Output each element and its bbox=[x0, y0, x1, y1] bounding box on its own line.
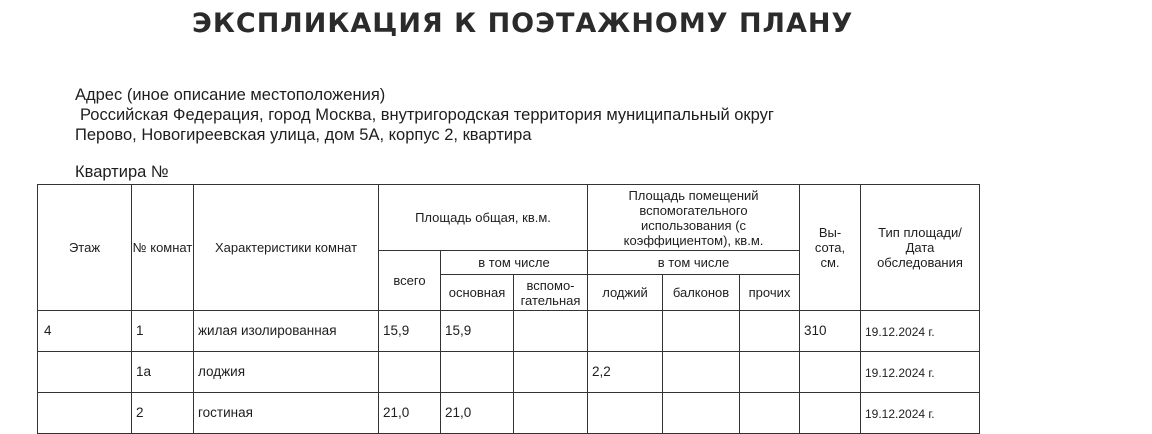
cell-total bbox=[379, 352, 441, 393]
header-including-aux: в том числе bbox=[588, 251, 800, 275]
header-total-area: Площадь общая, кв.м. bbox=[379, 185, 588, 251]
table-row bbox=[38, 311, 980, 352]
cell-floor bbox=[38, 393, 132, 434]
header-area-type-date: Тип площади/ Дата обследования bbox=[861, 185, 980, 311]
header-main: основная bbox=[441, 275, 514, 311]
cell-loggia: 2,2 bbox=[588, 352, 663, 393]
cell-balcony bbox=[663, 393, 740, 434]
cell-other bbox=[740, 352, 800, 393]
header-room-number: № комнат bbox=[132, 185, 194, 311]
cell-description: лоджия bbox=[194, 352, 379, 393]
cell-balcony bbox=[663, 311, 740, 352]
table-row bbox=[38, 393, 980, 434]
header-floor: Этаж bbox=[38, 185, 132, 311]
explication-table bbox=[37, 184, 980, 434]
cell-aux bbox=[514, 393, 588, 434]
header-height: Вы-сота, см. bbox=[800, 185, 861, 311]
header-aux-area: Площадь помещений вспомогательного использования (с коэффициентом), кв.м. bbox=[588, 185, 800, 251]
cell-date: 19.12.2024 г. bbox=[861, 393, 980, 434]
address-line-1: Российская Федерация, город Москва, внутригородская территория муниципальный округ bbox=[80, 106, 774, 124]
address-line-2: Перово, Новогиреевская улица, дом 5А, корпус 2, квартира bbox=[75, 126, 532, 144]
cell-description: жилая изолированная bbox=[194, 311, 379, 352]
cell-height bbox=[800, 393, 861, 434]
cell-room: 1а bbox=[132, 352, 194, 393]
cell-room: 2 bbox=[132, 393, 194, 434]
cell-date: 19.12.2024 г. bbox=[861, 311, 980, 352]
cell-floor: 4 bbox=[38, 311, 132, 352]
header-characteristics: Характеристики комнат bbox=[194, 185, 379, 311]
cell-total: 15,9 bbox=[379, 311, 441, 352]
cell-other bbox=[740, 311, 800, 352]
cell-main: 21,0 bbox=[441, 393, 514, 434]
cell-main bbox=[441, 352, 514, 393]
header-other: прочих bbox=[740, 275, 800, 311]
cell-height: 310 bbox=[800, 311, 861, 352]
cell-aux bbox=[514, 352, 588, 393]
cell-main: 15,9 bbox=[441, 311, 514, 352]
cell-loggia bbox=[588, 393, 663, 434]
address-label: Адрес (иное описание местоположения) bbox=[75, 86, 386, 104]
cell-total: 21,0 bbox=[379, 393, 441, 434]
document-title: ЭКСПЛИКАЦИЯ К ПОЭТАЖНОМУ ПЛАНУ bbox=[192, 8, 854, 39]
cell-date: 19.12.2024 г. bbox=[861, 352, 980, 393]
header-auxiliary: вспомо-гательная bbox=[514, 275, 588, 311]
header-balconies: балконов bbox=[663, 275, 740, 311]
cell-aux bbox=[514, 311, 588, 352]
apartment-label: Квартира № bbox=[75, 163, 169, 181]
table-row bbox=[38, 352, 980, 393]
cell-floor bbox=[38, 352, 132, 393]
cell-description: гостиная bbox=[194, 393, 379, 434]
cell-other bbox=[740, 393, 800, 434]
cell-loggia bbox=[588, 311, 663, 352]
header-total: всего bbox=[379, 251, 441, 311]
cell-room: 1 bbox=[132, 311, 194, 352]
cell-height bbox=[800, 352, 861, 393]
cell-balcony bbox=[663, 352, 740, 393]
header-loggias: лоджий bbox=[588, 275, 663, 311]
header-including-total: в том числе bbox=[441, 251, 588, 275]
